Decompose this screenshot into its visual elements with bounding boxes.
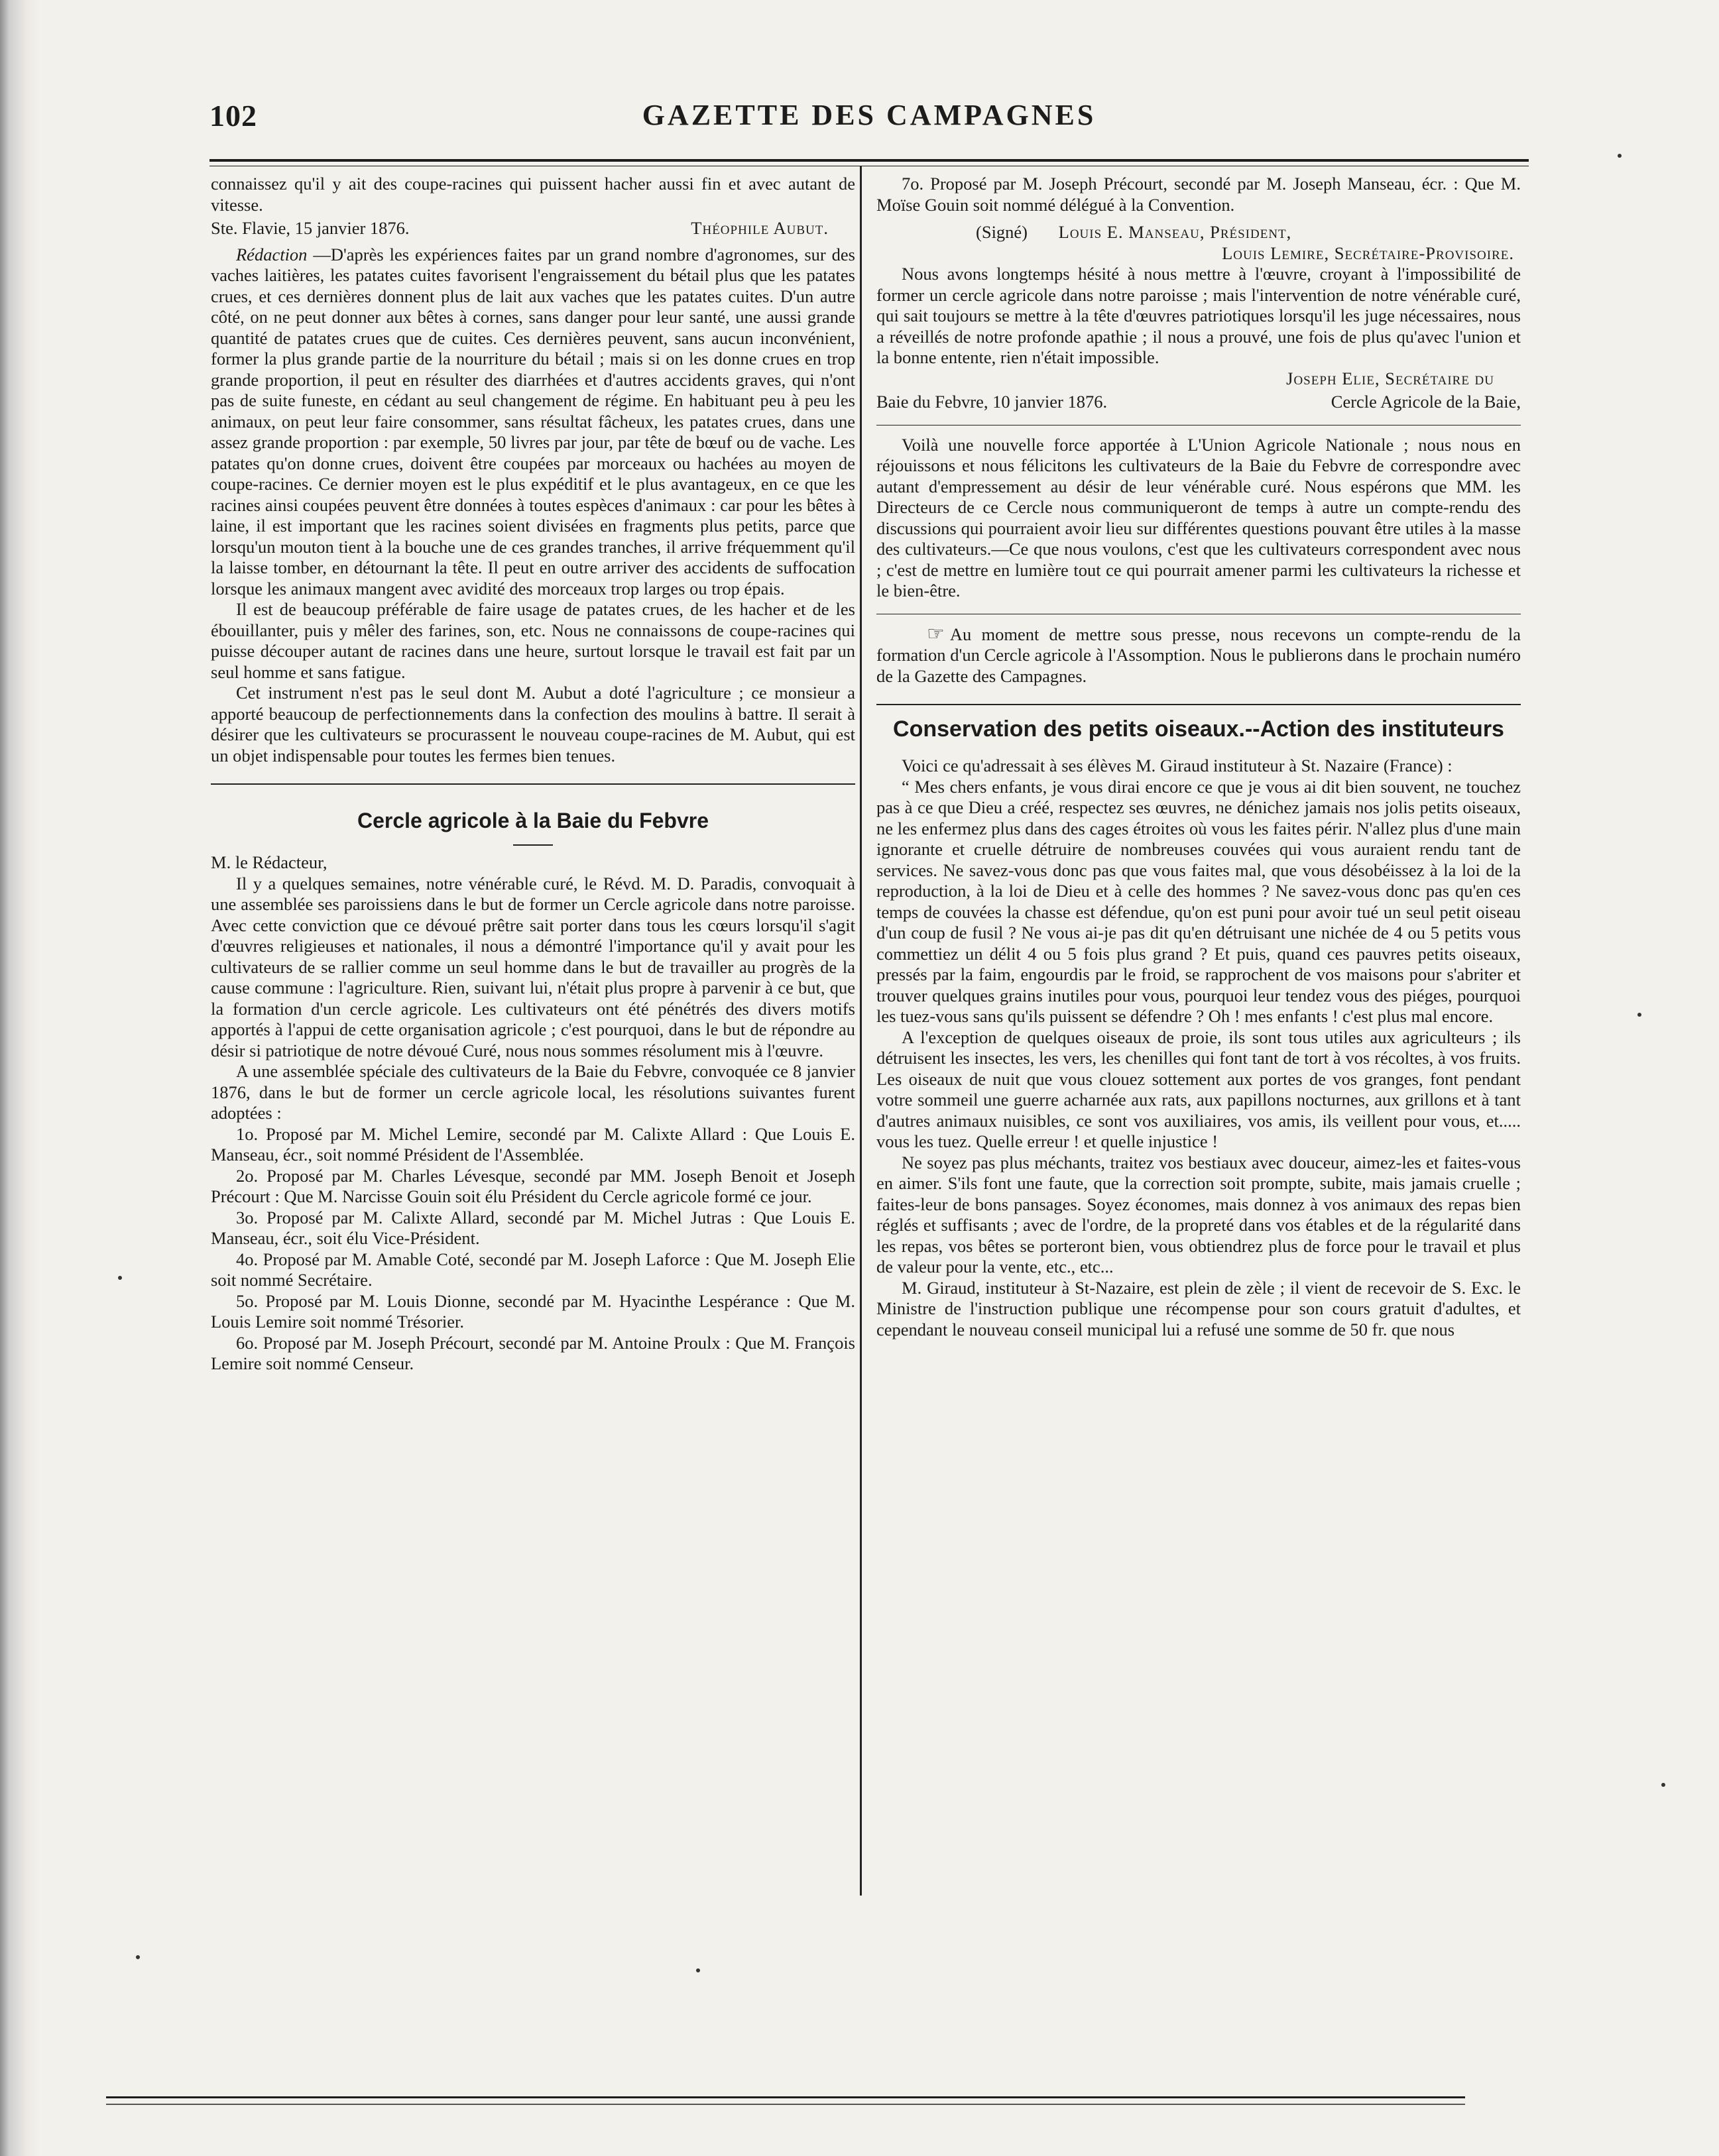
paragraph: A une assemblée spéciale des cultivateurs de la Baie du Febvre, convoquée ce 8 janvier 1876, dans le but de former un cercle agricole local, les résolutions suivantes furent adoptées : bbox=[211, 1061, 855, 1123]
newspaper-title: GAZETTE DES CAMPAGNES bbox=[642, 99, 1097, 131]
signature-elie: Joseph Elie, Secrétaire du bbox=[1286, 368, 1494, 388]
quote-paragraph: A l'exception de quelques oiseaux de proie, ils sont tous utiles aux agriculteurs ; ils détruisent les insectes, les vers, les chenilles qui font tant de tort à vos récoltes, à vos fruits. Les oiseaux de nuit que vous clouez sottement aux portes de vos granges, font pendant votre sommeil une guerre acharnée aux rats, aux papillons nocturnes, aux grillons et à tant d'autres animaux nuisibles, ce sont vos auxiliaires, vos amis, ils veillent pour vous, et..... vous les tuez. Quelle erreur ! et quelle injustice ! bbox=[876, 1027, 1521, 1151]
paragraph: Rédaction —D'après les expériences faites par un grand nombre d'agronomes, sur des vaches laitières, les patates cuites favorisent l'engraissement du bétail plus que les patates crues, et ces dernières donnent plus de lait aux vaches que les patates cuites. D'un autre côté, on ne peut donner aux bêtes à cornes, sans danger pour leur santé, une aussi grande quantité de patates crues que de cuites. Ces dernières peuvent, sans aucun inconvénient, former la plus grande partie de la nourriture du bétail ; mais si on les donne crues en trop grande proportion, il peut en résulter des diarrhées et d'autres accidents graves, qui n'ont pas de suite funeste, en cédant au seul changement de régime. En habituant peu à peu les animaux, on peut leur faire consommer, sans résultat fâcheux, les patates crues, dans une assez grande proportion : par exemple, 50 livres par jour, par tête de bœuf ou de vache. Les patates qu'on donne crues, doivent être coupées par morceaux ou hachées au moyen de coupe-racines. Ce dernier moyen est le plus expéditif et le plus avantageux, en ce que les racines ainsi coupées peuvent être données à toutes espèces d'animaux : car pour les bêtes à laine, il est important que les racines soient divisées en fragments plus petits, parce que lorsqu'un mouton tient à la bouche une de ces grandes tranches, il arrive fréquemment qu'il la laisse tomber, en détournant la tête. Il peut en outre arriver des accidents de suffocation lorsque les animaux mangent avec avidité des morceaux trop larges ou trop épais. bbox=[211, 244, 855, 598]
footer-rule bbox=[106, 2096, 1465, 2105]
paragraph: Voilà une nouvelle force apportée à L'Union Agricole Nationale ; nous nous en réjouissons et nous félicitons les cultivateurs de la Baie du Febvre de correspondre avec autant d'empressement au désir de leur vénérable curé. Nous espérons que MM. les Directeurs de ce Cercle nous communiqueront de temps à autre un compte-rendu des discussions qui pourraient avoir lieu sur différentes questions pouvant être utiles à la masse des cultivateurs.—Ce que nous voulons, c'est que les cultivateurs correspondent avec nous ; c'est de mettre en lumière tout ce qui pourrait amener parmi les cultivateurs la richesse et le bien-être. bbox=[876, 434, 1521, 600]
quote-paragraph: Ne soyez pas plus méchants, traitez vos bestiaux avec douceur, aimez-les et faites-vous en aimer. S'ils font une faute, que la correction soit prompte, subite, mais jamais cruelle ; faites-leur de bons pansages. Soyez économes, mais donnez à vos animaux des repas bien réglés et suffisants ; avec de l'ordre, de la propreté dans vos étables et de la régularité dans les repas, vos bêtes se porteront bien, vous obtiendrez plus de force pour le travail et plus de valeur pour la vente, etc., etc... bbox=[876, 1152, 1521, 1277]
section-divider bbox=[876, 425, 1521, 426]
title-underline bbox=[513, 844, 553, 846]
quote-paragraph: “ Mes chers enfants, je vous dirai encore ce que je vous ai dit bien souvent, ne touchez pas à ce que Dieu a créé, respectez ses œuvres, ne dénichez jamais nos jolis petits oiseaux, ne les enfermez plus dans des cages étroites où vous les faites périr. N'allez plus d'une main ignorante et cruelle détruire de nombreuses couvées qui vous auraient rendu tant de services. Ne savez-vous donc pas que vous faites mal, que vous désobéissez à la loi de la reproduction, à la loi de Dieu et à celle des hommes ? Ne savez-vous donc pas qu'en ces temps de couvées la chasse est défendue, qu'on est puni pour avoir tué un seul petit oiseau d'un coup de fusil ? Ne vous ai-je pas dit qu'en détruisant une nichée de 4 ou 5 petits vous commettiez un délit 4 ou 5 fois plus grand ? Et puis, quand ces pauvres petits oiseaux, pressés par la faim, engourdis par le froid, se rapprochent de vos maisons pour s'abriter et trouver quelques grains inutiles pour vous, pourquoi leur tendez vous des piéges, pourquoi les tuez-vous sans qu'ils puissent se défendre ? Oh ! mes enfants ! c'est plus mal encore. bbox=[876, 776, 1521, 1026]
section-divider bbox=[876, 704, 1521, 705]
section-title: Conservation des petits oiseaux.--Action des instituteurs bbox=[893, 716, 1504, 742]
print-speck bbox=[1618, 154, 1622, 158]
resolution: 7o. Proposé par M. Joseph Précourt, secondé par M. Joseph Manseau, écr. : Que M. Moïse Gouin soit nommé délégué à la Convention. bbox=[876, 174, 1521, 215]
right-column bbox=[876, 174, 1521, 1340]
resolution: 1o. Proposé par M. Michel Lemire, secondé par M. Calixte Allard : Que Louis E. Manseau, écr., soit nommé Président de l'Assemblée. bbox=[211, 1123, 855, 1164]
print-speck bbox=[1661, 1783, 1665, 1787]
notice-paragraph: ☞ Au moment de mettre sous presse, nous recevons un compte-rendu de la formation d'un Cercle agricole à l'Assomption. Nous le publierons dans le prochain numéro de la Gazette des Campagnes. bbox=[876, 622, 1521, 686]
signe-label: (Signé) bbox=[976, 222, 1028, 242]
paragraph: Nous avons longtemps hésité à nous mettre à l'œuvre, croyant à l'impossibilité de former un cercle agricole dans notre paroisse ; mais l'intervention de notre vénérable curé, qui sait toujours se mettre à la tête d'œuvres patriotiques lorsqu'il les juge nécessaires, nous a réveillés de notre profonde apathie ; il nous a prouvé, une fois de plus qu'avec l'union et la bonne entente, rien n'était impossible. bbox=[876, 264, 1521, 367]
resolution: 6o. Proposé par M. Joseph Précourt, secondé par M. Antoine Proulx : Que M. François Lemire soit nommé Censeur. bbox=[211, 1332, 855, 1373]
print-speck bbox=[1637, 1013, 1641, 1017]
resolution: 5o. Proposé par M. Louis Dionne, secondé par M. Hyacinthe Lespérance : Que M. Louis Lemire soit nommé Trésorier. bbox=[211, 1290, 855, 1332]
left-column bbox=[211, 174, 855, 1375]
signature-secretary: Louis Lemire, Secrétaire-Provisoire. bbox=[1222, 243, 1514, 263]
paragraph: Voici ce qu'adressait à ses élèves M. Giraud instituteur à St. Nazaire (France) : bbox=[902, 756, 1452, 775]
resolution: 4o. Proposé par M. Amable Coté, secondé par M. Joseph Laforce : Que M. Joseph Elie soit nommé Secrétaire. bbox=[211, 1249, 855, 1290]
place-date-line bbox=[876, 392, 1521, 413]
column-divider bbox=[860, 166, 862, 1896]
signature-block bbox=[976, 222, 1521, 243]
section-title: Cercle agricole à la Baie du Febvre bbox=[357, 809, 709, 832]
place-date: Baie du Febvre, 10 janvier 1876. bbox=[876, 392, 1108, 412]
paragraph: M. Giraud, instituteur à St-Nazaire, est plein de zèle ; il vient de recevoir de S. Exc. le Ministre de l'instruction publique une récompense pour son cours gratuit d'adultes, et cependant le nouveau conseil municipal lui a refusé une somme de 50 fr. que nous bbox=[876, 1277, 1521, 1339]
scan-binding-edge bbox=[0, 0, 40, 2156]
signature-cercle: Cercle Agricole de la Baie, bbox=[1331, 392, 1521, 412]
header-rule bbox=[209, 159, 1529, 166]
quotation bbox=[876, 777, 1521, 1278]
signature-president: Louis E. Manseau, Président, bbox=[1058, 222, 1292, 242]
print-speck bbox=[696, 1968, 700, 1972]
paragraph-label: Rédaction bbox=[236, 244, 308, 264]
paragraph: Il y a quelques semaines, notre vénérable curé, le Révd. M. D. Paradis, convoquait à une assemblée ses paroissiens dans le but de former un Cercle agricole dans notre paroisse. Avec cette conviction que ce dévoué prêtre sait porter dans tous les cœurs lorsqu'il s'agit d'œuvres religieuses et nationales, il nous a démontré l'importance qu'il y avait pour les cultivateurs de se rallier comme un seul homme dans le but de travailler au progrès de la cause commune : l'agriculture. Rien, suivant lui, n'était plus propre à parvenir à ce but, que la formation d'un cercle agricole. Les cultivateurs ont été pénétrés des divers motifs apportés à l'appui de cette organisation agricole ; c'est pourquoi, dans le but de répondre au désir si patriotique de notre dévoué Curé, nous nous sommes résolument mis à l'œuvre. bbox=[211, 873, 855, 1060]
resolution: 2o. Proposé par M. Charles Lévesque, secondé par MM. Joseph Benoit et Joseph Précourt : Que M. Narcisse Gouin soit élu Président du Cercle agricole formé ce jour. bbox=[211, 1165, 855, 1206]
page-header bbox=[209, 98, 1529, 144]
page-number: 102 bbox=[209, 99, 257, 133]
salutation: M. le Rédacteur, bbox=[211, 852, 327, 872]
paragraph: Cet instrument n'est pas le seul dont M. Aubut a doté l'agriculture ; ce monsieur a apporté beaucoup de perfectionnements dans la confection des moulins à battre. Il serait à désirer que les cultivateurs se procurassent le nouveau coupe-racines de M. Aubut, qui est un objet indispensable pour toutes les fermes bien tenues. bbox=[211, 683, 855, 766]
section-divider bbox=[211, 783, 855, 785]
signature-place-date: Ste. Flavie, 15 janvier 1876. bbox=[211, 218, 410, 238]
print-speck bbox=[118, 1276, 122, 1280]
signature-line bbox=[211, 218, 855, 239]
pointing-hand-icon: ☞ bbox=[927, 622, 945, 645]
paragraph: connaissez qu'il y ait des coupe-racines qui puissent hacher aussi fin et avec autant de vitesse. bbox=[211, 174, 855, 215]
resolution: 3o. Proposé par M. Calixte Allard, secondé par M. Michel Jutras : Que Louis E. Manseau, écr., soit élu Vice-Président. bbox=[211, 1207, 855, 1248]
paragraph: Il est de beaucoup préférable de faire usage de patates crues, de les hacher et de les ébouillanter, puis y mêler des farines, son, etc. Nous ne connaissons de coupe-racines qui puisse découper autant de racines dans une heure, surtout lorsque le travail est fait par un seul homme et sans fatigue. bbox=[211, 599, 855, 682]
signature-name: Théophile Aubut. bbox=[691, 218, 829, 238]
print-speck bbox=[136, 1955, 140, 1959]
